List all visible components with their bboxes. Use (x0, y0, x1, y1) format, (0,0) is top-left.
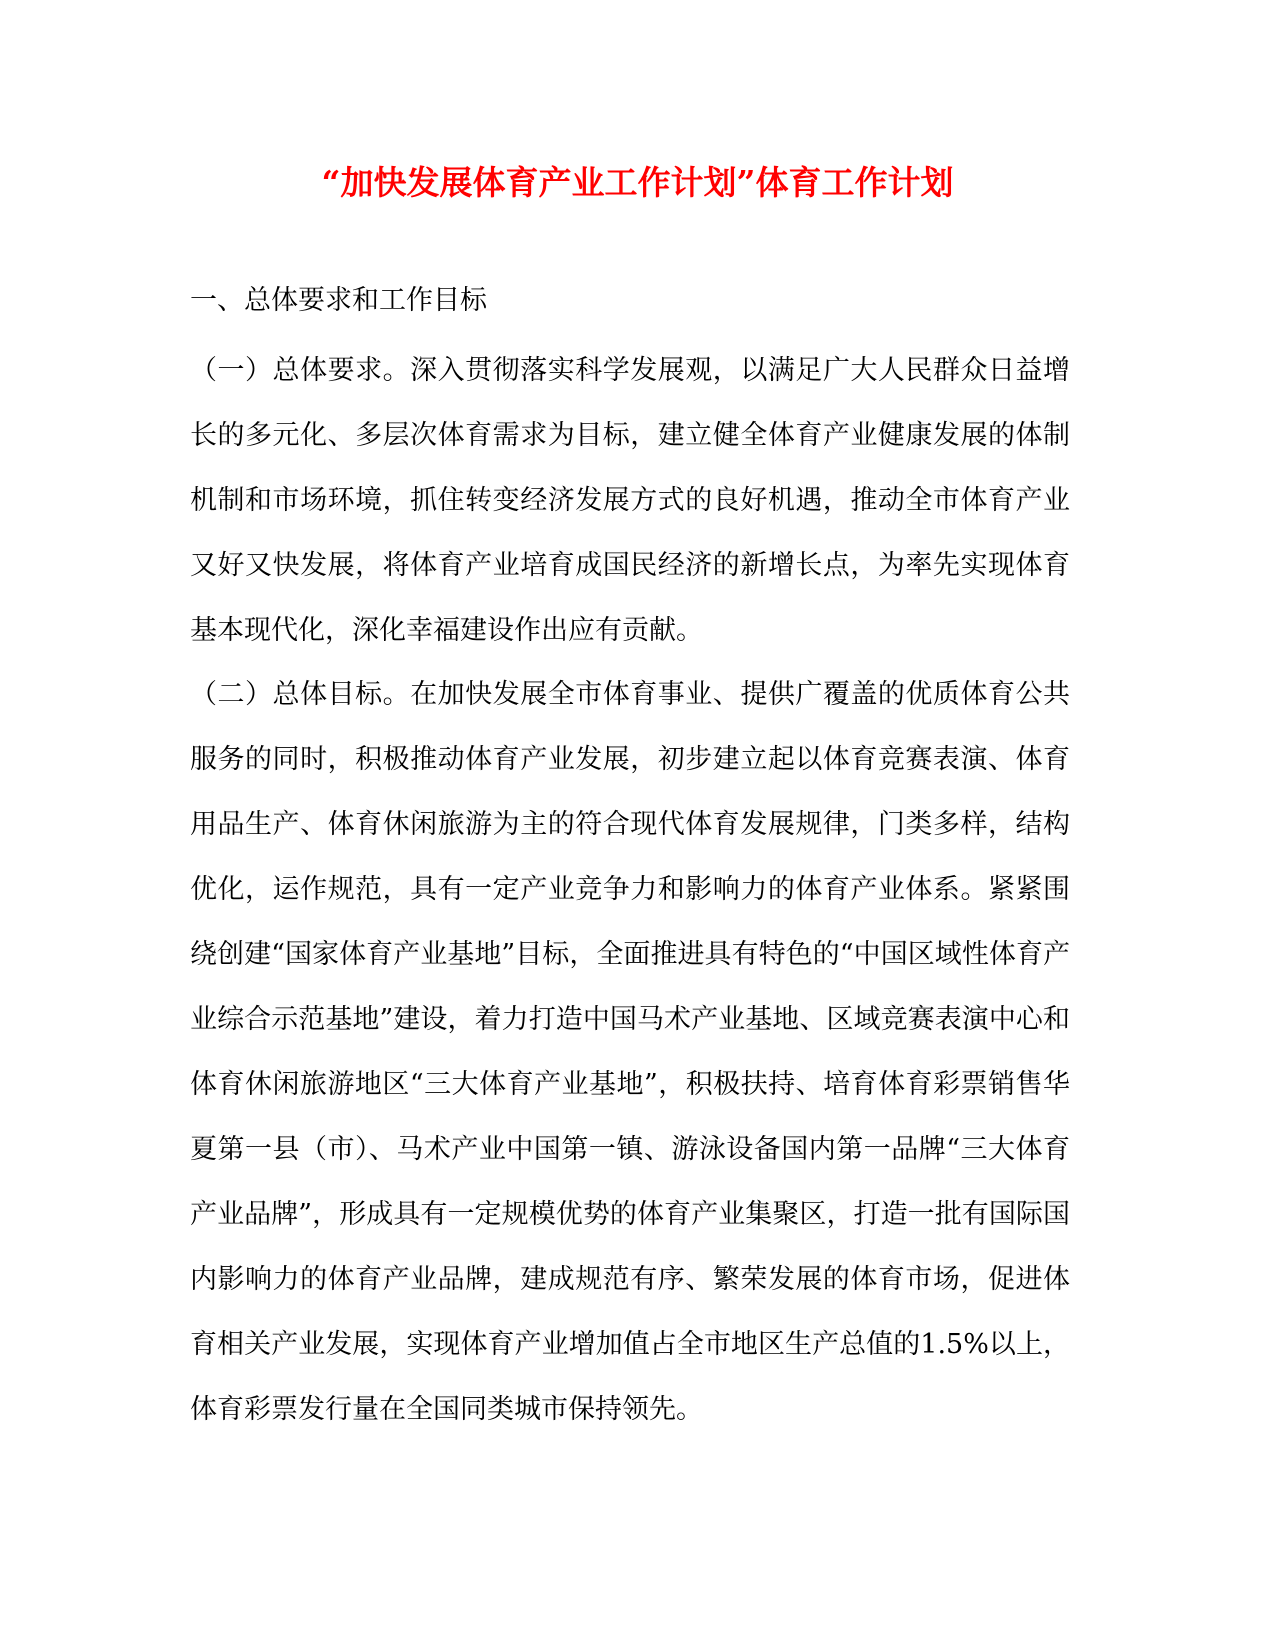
document-title: “加快发展体育产业工作计划”体育工作计划 (321, 163, 954, 202)
section-heading: 一、总体要求和工作目标 (190, 285, 487, 316)
paragraph-general-requirements: （一）总体要求。深入贯彻落实科学发展观，以满足广大人民群众日益增长的多元化、多层次体育需求为目标，建立健全体育产业健康发展的体制机制和市场环境，抓住转变经济发展方式的良好机遇，推动全市体育产业又好又快发展，将体育产业培育成国民经济的新增长点，为率先实现体育基本现代化，深化幸福建设作出应有贡献。 (190, 355, 1070, 646)
paragraph-overall-goals: （二）总体目标。在加快发展全市体育事业、提供广覆盖的优质体育公共服务的同时，积极推动体育产业发展，初步建立起以体育竞赛表演、体育用品生产、体育休闲旅游为主的符合现代体育发展规律，门类多样，结构优化，运作规范，具有一定产业竞争力和影响力的体育产业体系。紧紧围绕创建“国家体育产业基地”目标，全面推进具有特色的“中国区域性体育产业综合示范基地”建设，着力打造中国马术产业基地、区域竞赛表演中心和体育休闲旅游地区“三大体育产业基地”，积极扶持、培育体育彩票销售华夏第一县（市）、马术产业中国第一镇、游泳设备国内第一品牌“三大体育产业品牌”，形成具有一定规模优势的体育产业集聚区，打造一批有国际国内影响力的体育产业品牌，建成规范有序、繁荣发展的体育市场，促进体育相关产业发展，实现体育产业增加值占全市地区生产总值的1.5%以上，体育彩票发行量在全国同类城市保持领先。 (190, 679, 1070, 1425)
